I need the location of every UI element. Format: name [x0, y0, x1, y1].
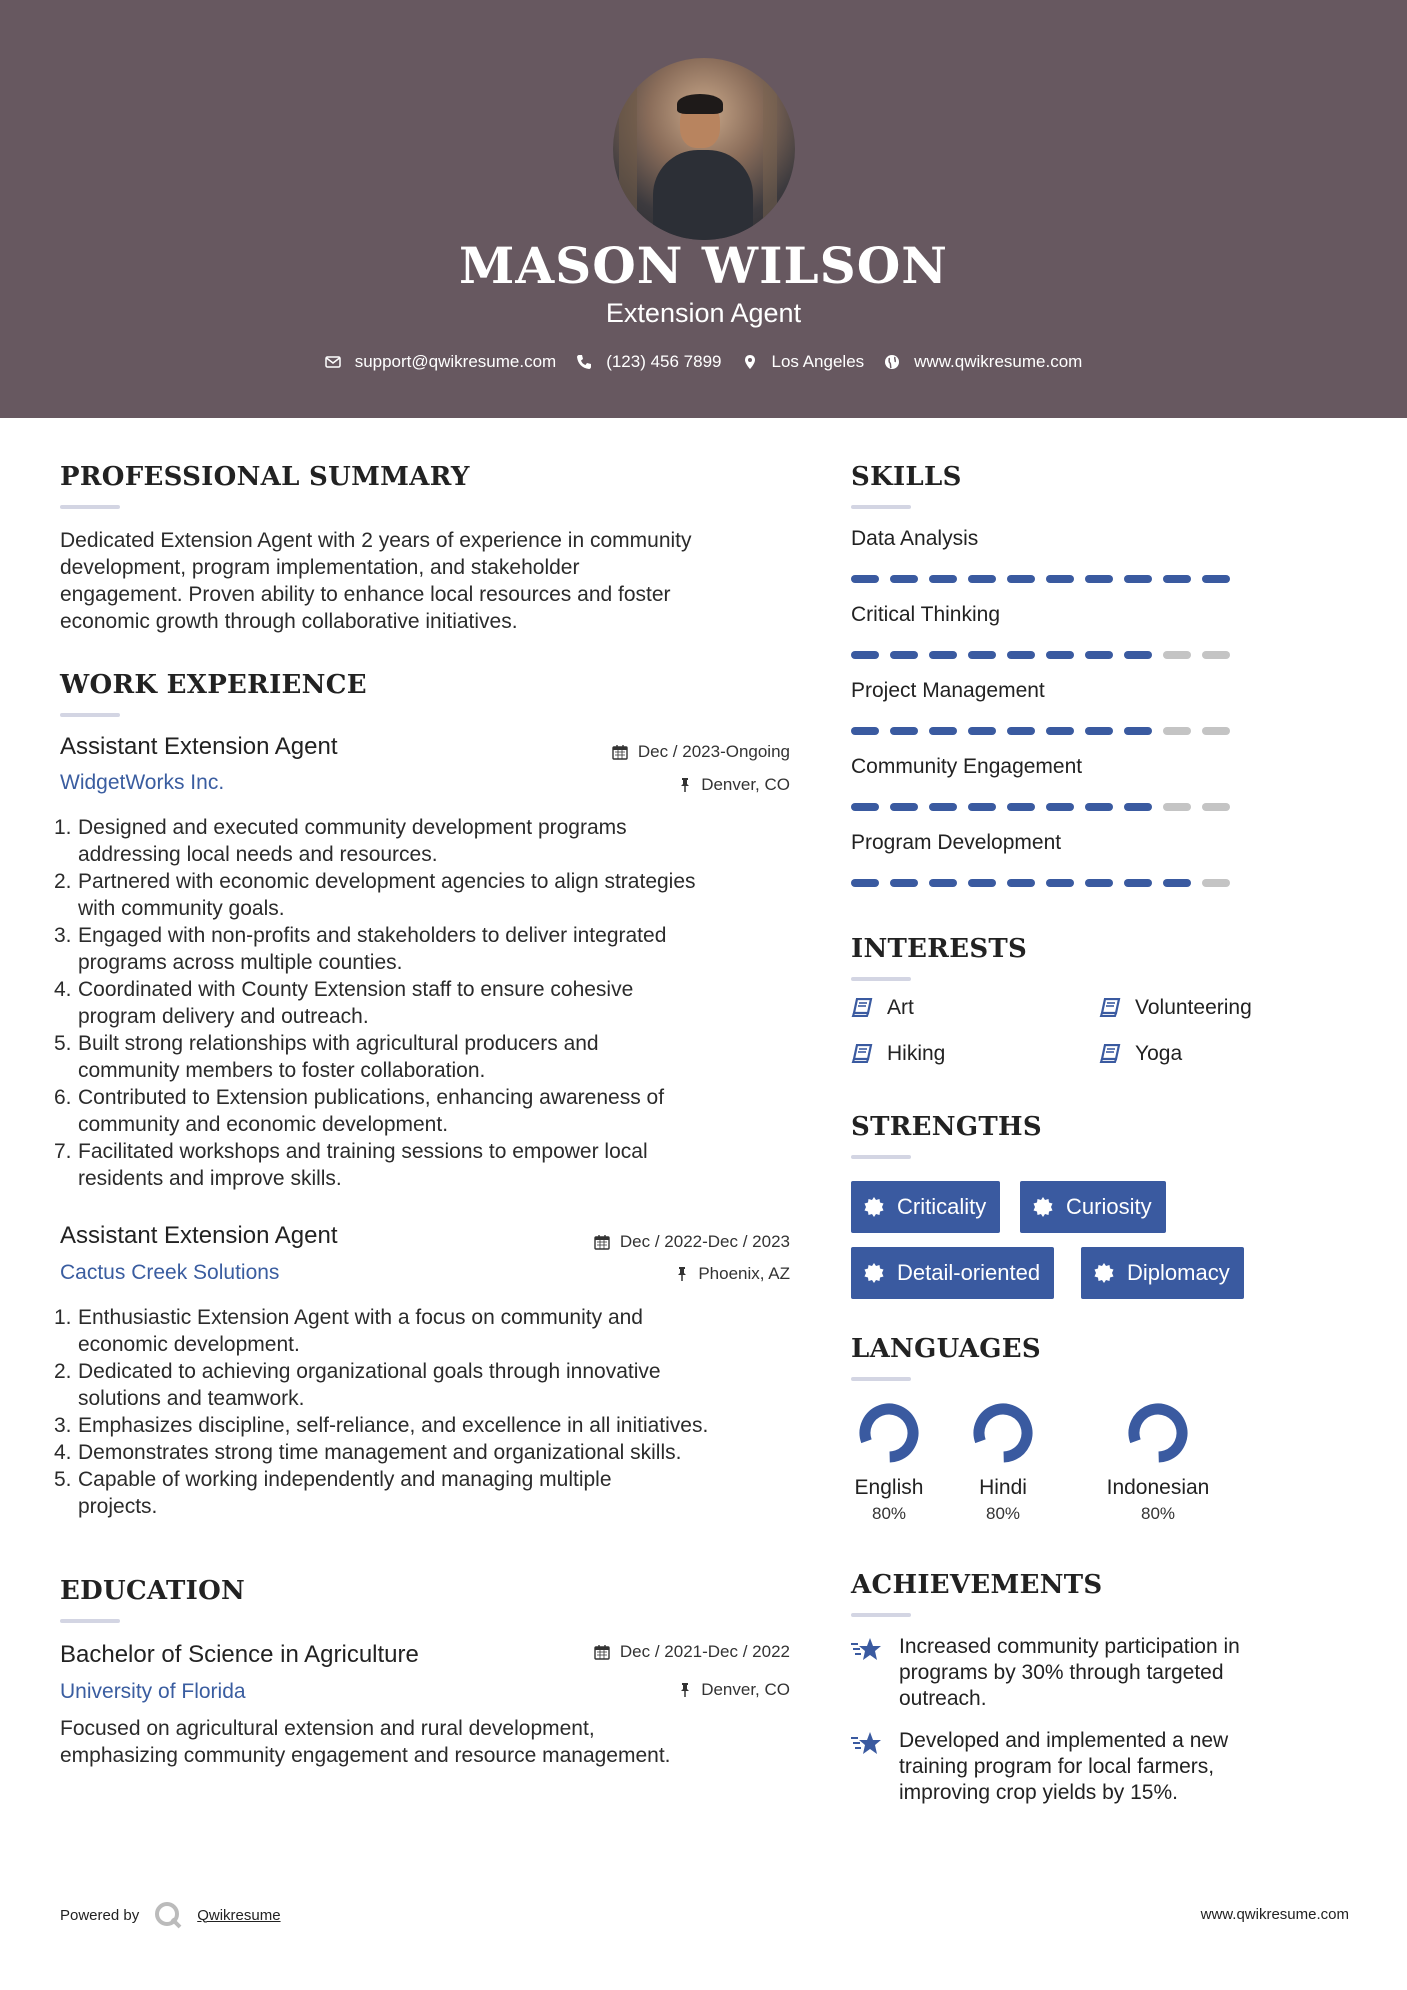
book-icon — [851, 1044, 873, 1064]
badge-icon — [1093, 1262, 1115, 1284]
globe-icon — [884, 354, 900, 370]
contact-phone[interactable] — [576, 352, 721, 372]
skill-dot — [851, 575, 879, 583]
skill-dot — [1007, 651, 1035, 659]
pushpin-icon — [679, 1682, 691, 1698]
skill-label: Critical Thinking — [851, 603, 1000, 626]
summary-underline — [60, 505, 120, 509]
skill-dot — [890, 879, 918, 887]
job-dates: Dec / 2023-Ongoing — [612, 742, 790, 762]
skill-dot — [890, 727, 918, 735]
skill-meter — [851, 651, 1230, 659]
list-item: 5. Capable of working independently and managing multiple projects. — [54, 1468, 612, 1518]
skill-dot — [1124, 651, 1152, 659]
language-item — [829, 1401, 949, 1524]
qwikresume-logo-icon — [153, 1900, 183, 1930]
badge-icon — [1032, 1196, 1054, 1218]
skill-dot — [1124, 803, 1152, 811]
skill-dot — [968, 651, 996, 659]
skill-dot — [968, 727, 996, 735]
strength-chip: Criticality — [851, 1181, 1000, 1233]
interests-underline — [851, 977, 911, 981]
list-item: 3. Emphasizes discipline, self-reliance, and excellence in all initiatives. — [54, 1414, 709, 1437]
calendar-icon — [612, 744, 628, 760]
list-item: 4. Coordinated with County Extension staff to ensure cohesive program delivery and outreach. — [54, 978, 634, 1028]
languages-title: LANGUAGES — [851, 1334, 1041, 1364]
job-company: WidgetWorks Inc. — [60, 771, 225, 794]
skill-dot — [851, 651, 879, 659]
candidate-name: MASON WILSON — [459, 236, 948, 295]
experience-title: WORK EXPERIENCE — [60, 670, 367, 700]
skill-dot — [1007, 575, 1035, 583]
skill-dot — [929, 651, 957, 659]
contact-bar — [0, 352, 1407, 372]
interest-item: Volunteering — [1099, 996, 1252, 1020]
job-location: Denver, CO — [679, 775, 790, 795]
skill-dot — [890, 651, 918, 659]
list-item: 2. Partnered with economic development agencies to align strategies with community goals. — [54, 870, 696, 920]
achievement-text: Developed and implemented a new training program for local farmers, improving crop yields by 15%. — [899, 1729, 1229, 1804]
skill-dot — [1202, 879, 1230, 887]
achievement-text: Increased community participation in programs by 30% through targeted outreach. — [899, 1635, 1240, 1710]
calendar-icon — [594, 1234, 610, 1250]
skill-dot — [1085, 575, 1113, 583]
language-gauge — [971, 1401, 1035, 1465]
skill-dot — [890, 803, 918, 811]
skill-dot — [1085, 727, 1113, 735]
list-item: 1. Enthusiastic Extension Agent with a focus on community and economic development. — [54, 1306, 643, 1356]
language-percent: 80% — [1140, 1504, 1176, 1523]
candidate-role: Extension Agent — [605, 298, 802, 328]
skill-dot — [1163, 651, 1191, 659]
website-text: www.qwikresume.com — [914, 352, 1083, 371]
summary-text: Dedicated Extension Agent with 2 years of experience in community development, program implementation, and stakeholder engagement. Proven ability to enhance local resources and foster economic growth through collaborative initiatives. — [60, 529, 692, 633]
language-percent: 80% — [985, 1504, 1021, 1523]
strengths-title: STRENGTHS — [851, 1112, 1042, 1142]
skill-dot — [1007, 727, 1035, 735]
skill-dot — [1085, 651, 1113, 659]
degree-title: Bachelor of Science in Agriculture — [60, 1641, 419, 1668]
contact-location — [742, 352, 865, 372]
skill-dot — [929, 879, 957, 887]
education-underline — [60, 1619, 120, 1623]
phone-text: (123) 456 7899 — [606, 352, 722, 371]
skill-meter — [851, 879, 1230, 887]
job-duties-list — [54, 1304, 800, 1520]
job-dates: Dec / 2022-Dec / 2023 — [594, 1232, 790, 1252]
school-name: University of Florida — [60, 1680, 246, 1703]
list-item: 4. Demonstrates strong time management and organizational skills. — [54, 1441, 682, 1464]
strength-chip: Diplomacy — [1081, 1247, 1244, 1299]
resume-header — [0, 0, 1407, 418]
email-text: support@qwikresume.com — [354, 352, 557, 371]
footer-website[interactable]: www.qwikresume.com — [1200, 1906, 1349, 1923]
skills-title: SKILLS — [851, 462, 962, 492]
skill-meter — [851, 727, 1230, 735]
language-item — [943, 1401, 1063, 1524]
education-location: Denver, CO — [679, 1680, 790, 1700]
skill-dot — [1163, 727, 1191, 735]
profile-photo — [613, 58, 795, 240]
language-gauge-arc — [972, 1402, 1034, 1464]
education-title: EDUCATION — [60, 1576, 246, 1606]
list-item: 7. Facilitated workshops and training sessions to empower local residents and improve skills. — [54, 1140, 648, 1190]
skill-dot — [968, 803, 996, 811]
skill-dot — [1124, 727, 1152, 735]
strength-chip: Detail-oriented — [851, 1247, 1054, 1299]
language-name: Hindi — [979, 1476, 1027, 1499]
skill-label: Program Development — [851, 831, 1062, 854]
job-company: Cactus Creek Solutions — [60, 1261, 280, 1284]
skill-dot — [1202, 651, 1230, 659]
job-duties-list — [54, 814, 800, 1192]
job-title: Assistant Extension Agent — [60, 1222, 338, 1249]
language-gauge-arc — [1127, 1402, 1189, 1464]
pushpin-icon — [676, 1266, 688, 1282]
location-text: Los Angeles — [771, 352, 865, 371]
list-item: 6. Contributed to Extension publications, enhancing awareness of community and economic development. — [54, 1086, 665, 1136]
job-title: Assistant Extension Agent — [60, 733, 338, 760]
book-icon — [851, 998, 873, 1018]
skill-dot — [1202, 803, 1230, 811]
skill-dot — [929, 803, 957, 811]
interest-item: Art — [851, 996, 914, 1020]
interest-item: Yoga — [1099, 1042, 1182, 1066]
skill-meter — [851, 803, 1230, 811]
skill-dot — [1202, 575, 1230, 583]
list-item: 5. Built strong relationships with agricultural producers and community members to foster collaboration. — [54, 1032, 599, 1082]
skill-dot — [851, 879, 879, 887]
skill-dot — [851, 727, 879, 735]
skill-label: Project Management — [851, 679, 1045, 702]
skill-dot — [929, 727, 957, 735]
list-item: 1. Designed and executed community development programs addressing local needs and resources. — [54, 816, 627, 866]
skill-dot — [1163, 803, 1191, 811]
badge-icon — [863, 1262, 885, 1284]
skill-dot — [1124, 575, 1152, 583]
footer-powered-by: Powered by Qwikresume — [60, 1900, 281, 1930]
skill-dot — [1007, 803, 1035, 811]
skill-dot — [1046, 575, 1074, 583]
badge-icon — [863, 1196, 885, 1218]
book-icon — [1099, 998, 1121, 1018]
language-percent: 80% — [871, 1504, 907, 1523]
achievement-item — [851, 1728, 1339, 1806]
star-icon — [851, 1730, 883, 1758]
language-gauge — [857, 1401, 921, 1465]
book-icon — [1099, 1044, 1121, 1064]
skill-label: Data Analysis — [851, 527, 979, 550]
skill-dot — [929, 575, 957, 583]
skill-dot — [890, 575, 918, 583]
achievements-title: ACHIEVEMENTS — [851, 1570, 1103, 1600]
skill-dot — [1163, 575, 1191, 583]
skills-underline — [851, 505, 911, 509]
contact-website[interactable] — [884, 352, 1082, 372]
star-icon — [851, 1636, 883, 1664]
skill-dot — [1124, 879, 1152, 887]
skill-dot — [1046, 879, 1074, 887]
skill-dot — [1007, 879, 1035, 887]
skill-dot — [1085, 803, 1113, 811]
calendar-icon — [594, 1644, 610, 1660]
skill-dot — [1046, 803, 1074, 811]
skill-dot — [968, 879, 996, 887]
languages-underline — [851, 1377, 911, 1381]
skill-label: Community Engagement — [851, 755, 1083, 778]
list-item: 3. Engaged with non-profits and stakeholders to deliver integrated programs across multiple counties. — [54, 924, 667, 974]
qwikresume-link[interactable]: Qwikresume — [197, 1906, 281, 1924]
job-location: Phoenix, AZ — [676, 1264, 790, 1284]
experience-underline — [60, 713, 120, 717]
language-name: Indonesian — [1106, 1476, 1210, 1499]
skill-dot — [968, 575, 996, 583]
interest-item: Hiking — [851, 1042, 945, 1066]
strengths-underline — [851, 1155, 911, 1159]
list-item: 2. Dedicated to achieving organizational goals through innovative solutions and teamwork. — [54, 1360, 661, 1410]
envelope-icon — [325, 354, 341, 370]
skill-dot — [1046, 727, 1074, 735]
strength-chip: Curiosity — [1020, 1181, 1166, 1233]
language-name: English — [854, 1476, 924, 1499]
achievement-item — [851, 1634, 1339, 1712]
achievements-underline — [851, 1613, 911, 1617]
pushpin-icon — [679, 777, 691, 793]
skill-meter — [851, 575, 1230, 583]
education-dates: Dec / 2021-Dec / 2022 — [594, 1642, 790, 1662]
skill-dot — [1163, 879, 1191, 887]
language-item — [1098, 1401, 1218, 1524]
map-pin-icon — [742, 354, 758, 370]
skill-dot — [1202, 727, 1230, 735]
education-description: Focused on agricultural extension and rural development, emphasizing community engagement and resource management. — [60, 1717, 671, 1767]
interests-title: INTERESTS — [851, 934, 1028, 964]
language-gauge — [1126, 1401, 1190, 1465]
skill-dot — [1085, 879, 1113, 887]
contact-email[interactable] — [325, 352, 557, 372]
summary-title: PROFESSIONAL SUMMARY — [60, 462, 470, 492]
skill-dot — [1046, 651, 1074, 659]
phone-icon — [576, 354, 592, 370]
language-gauge-arc — [858, 1402, 920, 1464]
skill-dot — [851, 803, 879, 811]
